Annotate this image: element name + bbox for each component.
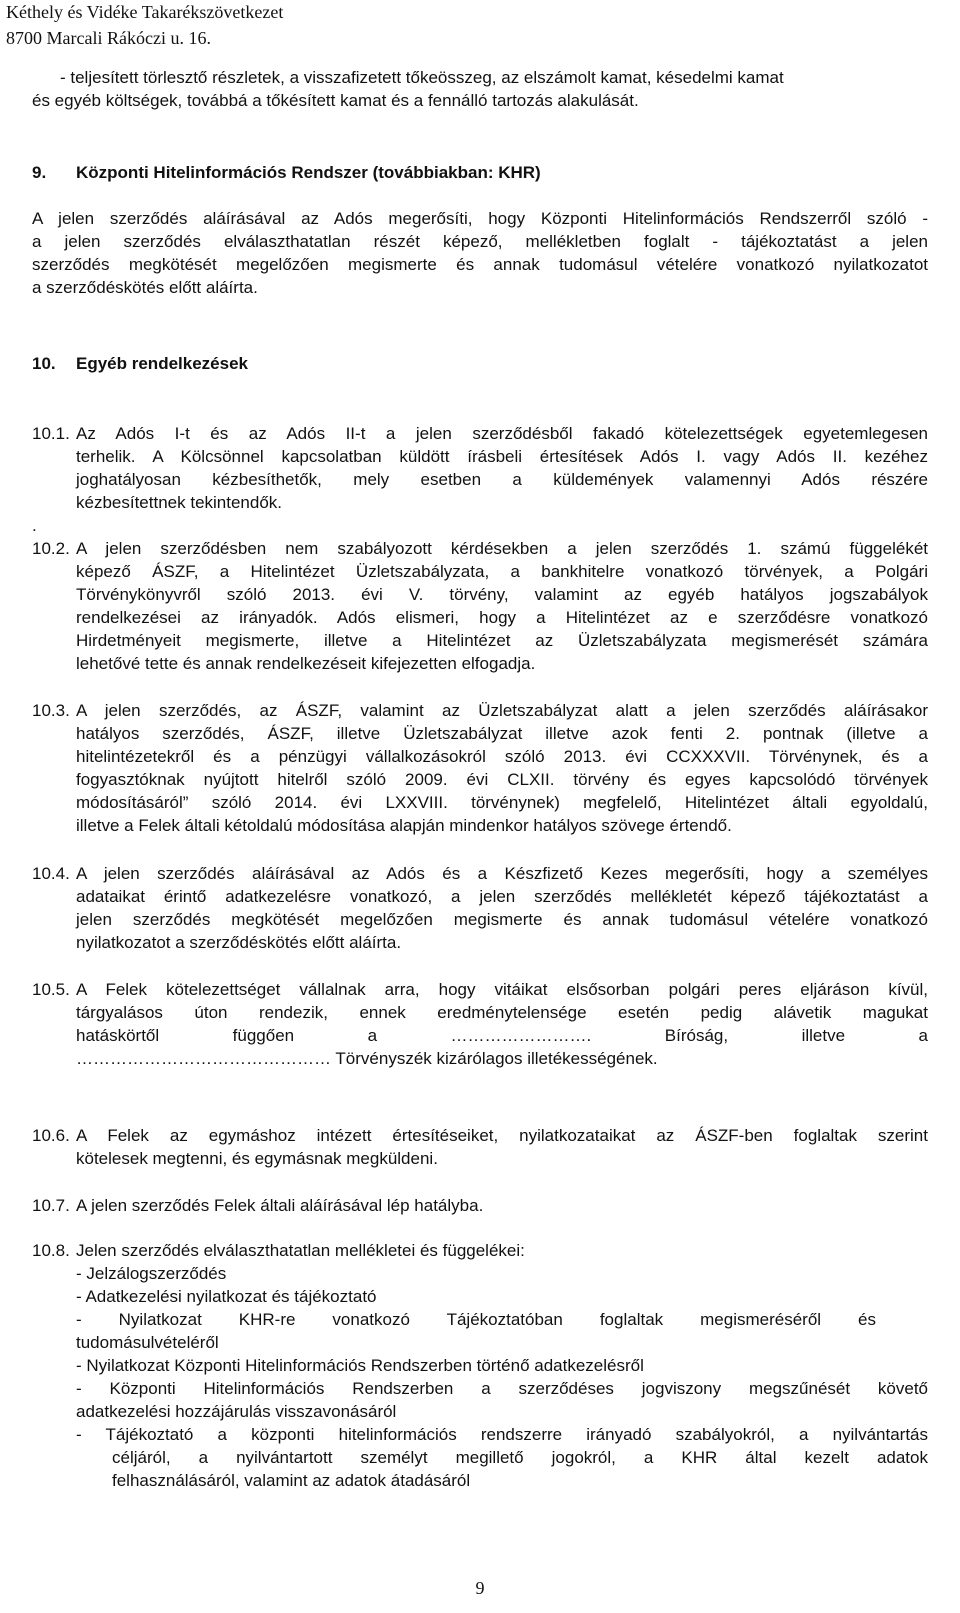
item-line: adataikat érintő adatkezelésre vonatkozó, a jelen szerződés mellékletét képező tájékoztatást a (76, 887, 928, 906)
item-number: 10.4. (32, 864, 70, 883)
item-line: A jelen szerződés aláírásával az Adós és a Készfizető Kezes megerősíti, hogy a személyes (76, 864, 928, 883)
item-line: hitelintézetekről és a pénzügyi vállalkozásokról szóló 2013. évi CCXXXVII. Törvénynek, és a (76, 747, 928, 766)
section-9-title: Központi Hitelinformációs Rendszer (továbbiakban: KHR) (76, 163, 541, 182)
annex-item: tudomásulvételéről (76, 1333, 219, 1352)
item-line: rendelkezései az irányadók. Adós elismeri, hogy a Hitelintézet az e szerződésre vonatkozó (76, 608, 928, 627)
section-9-line: A jelen szerződés aláírásával az Adós megerősíti, hogy Központi Hitelinformációs Rendszerről szóló - (32, 209, 928, 228)
item-number: 10.3. (32, 701, 70, 720)
item-line: jelen szerződés megkötését megelőzően megismerte és annak tudomásul vételére vonatkozó (76, 910, 928, 929)
item-line: hatályos szerződés, ÁSZF, illetve Üzletszabályzat illetve azok fenti 2. pontnak (illetve a (76, 724, 928, 743)
annex-item: felhasználásáról, valamint az adatok átadásáról (112, 1471, 471, 1490)
header-org: Kéthely és Vidéke Takarékszövetkezet (6, 2, 284, 22)
item-number: 10.8. (32, 1241, 70, 1260)
annex-item: - Adatkezelési nyilatkozat és tájékoztató (76, 1287, 377, 1306)
item-line: illetve a Felek általi kétoldalú módosítása alapján mindenkor hatályos szövege értendő. (76, 816, 732, 835)
item-line: Az Adós I-t és az Adós II-t a jelen szerződésből fakadó kötelezettségek egyetemlegesen (76, 424, 928, 443)
item-line: fogyasztóknak nyújtott hitelről szóló 2009. évi CLXII. törvény és egyes kapcsolódó törvények (76, 770, 928, 789)
section-9-line: a szerződéskötés előtt aláírta. (32, 278, 258, 297)
item-line: A Felek az egymáshoz intézett értesítéseiket, nyilatkozataikat az ÁSZF-ben foglaltak szerint (76, 1126, 928, 1145)
item-number: 10.1. (32, 424, 70, 443)
section-9-line: a jelen szerződés elválaszthatatlan részét képező, mellékletben foglalt - tájékoztatást a jelen (32, 232, 928, 251)
item-line: Jelen szerződés elválaszthatatlan mellékletei és függelékei: (76, 1241, 525, 1260)
item-number: 10.5. (32, 980, 70, 999)
item-line: terhelik. A Kölcsönnel kapcsolatban küldött írásbeli értesítések Adós I. vagy Adós II. kezéhez (76, 447, 928, 466)
intro-line: és egyéb költségek, továbbá a tőkésített kamat és a fennálló tartozás alakulását. (32, 91, 639, 110)
annex-item: - Nyilatkozat Központi Hitelinformációs Rendszerben történő adatkezelésről (76, 1356, 644, 1375)
item-line: joghatályosan kézbesíthetők, mely esetben a küldemények valamennyi Adós részére (76, 470, 928, 489)
annex-item: - Nyilatkozat KHR-re vonatkozó Tájékoztatóban foglaltak megismeréséről és (76, 1310, 876, 1329)
item-line: A jelen szerződés, az ÁSZF, valamint az Üzletszabályzat alatt a jelen szerződés aláírásakor (76, 701, 928, 720)
item-line: A jelen szerződésben nem szabályozott kérdésekben a jelen szerződés 1. számú függelékét (76, 539, 928, 558)
item-line: módosításáról” szóló 2014. évi LXXVIII. törvénynek) megfelelő, Hitelintézet általi egyoldalú, (76, 793, 928, 812)
item-number: 10.2. (32, 539, 70, 558)
item-line: kötelesek megtenni, és egymásnak megküldeni. (76, 1149, 438, 1168)
annex-item: adatkezelési hozzájárulás visszavonásáról (76, 1402, 397, 1421)
header-address: 8700 Marcali Rákóczi u. 16. (6, 28, 211, 48)
section-9-line: szerződés megkötését megelőzően megismerte és annak tudomásul vételére vonatkozó nyilatkozatot (32, 255, 928, 274)
item-line: hatáskörtől függően a ……………………. Bíróság, illetve a (76, 1026, 928, 1045)
annex-item: céljáról, a nyilvántartott személyt megillető jogokról, a KHR által kezelt adatok (112, 1448, 928, 1467)
annex-item: - Tájékoztató a központi hitelinformációs rendszerre irányadó szabályokról, a nyilvántartás (76, 1425, 928, 1444)
item-line: képező ÁSZF, a Hitelintézet Üzletszabályzata, a bankhitelre vonatkozó törvények, a Polgári (76, 562, 928, 581)
item-line: nyilatkozatot a szerződéskötés előtt aláírta. (76, 933, 402, 952)
item-line: Hirdetményeit megismerte, illetve a Hitelintézet az Üzletszabályzata megismerését számára (76, 631, 928, 650)
item-first-line: A Felek kötelezettséget vállalnak arra, hogy vitáikat elsősorban polgári peres eljáráson kívül, (76, 980, 928, 999)
page-number: 9 (475, 1578, 485, 1598)
section-10-title: Egyéb rendelkezések (76, 354, 248, 373)
item-number: 10.6. (32, 1126, 70, 1145)
stray-dot: . (32, 516, 37, 535)
section-9-number: 9. (32, 163, 47, 182)
item-line: lehetővé tette és annak rendelkezéseit kifejezetten elfogadja. (76, 654, 536, 673)
item-number: 10.7. (32, 1196, 70, 1215)
annex-item: - Központi Hitelinformációs Rendszerben a szerződéses jogviszony megszűnését követő (76, 1379, 928, 1398)
item-first-line: A jelen szerződés Felek általi aláírásával lép hatályba. (76, 1196, 484, 1215)
section-10-number: 10. (32, 354, 56, 373)
item-line: kézbesítettnek tekintendők. (76, 493, 283, 512)
intro-line: - teljesített törlesztő részletek, a visszafizetett tőkeösszeg, az elszámolt kamat, késedelmi kamat (60, 68, 784, 87)
item-line: tárgyalásos úton rendezik, ennek eredménytelensége esetén pedig alávetik magukat (76, 1003, 928, 1022)
item-line: ……………………………………… Törvényszék kizárólagos illetékességének. (76, 1049, 658, 1068)
annex-item: - Jelzálogszerződés (76, 1264, 227, 1283)
item-line: Törvénykönyvről szóló 2013. évi V. törvény, valamint az egyéb hatályos jogszabályok (76, 585, 928, 604)
